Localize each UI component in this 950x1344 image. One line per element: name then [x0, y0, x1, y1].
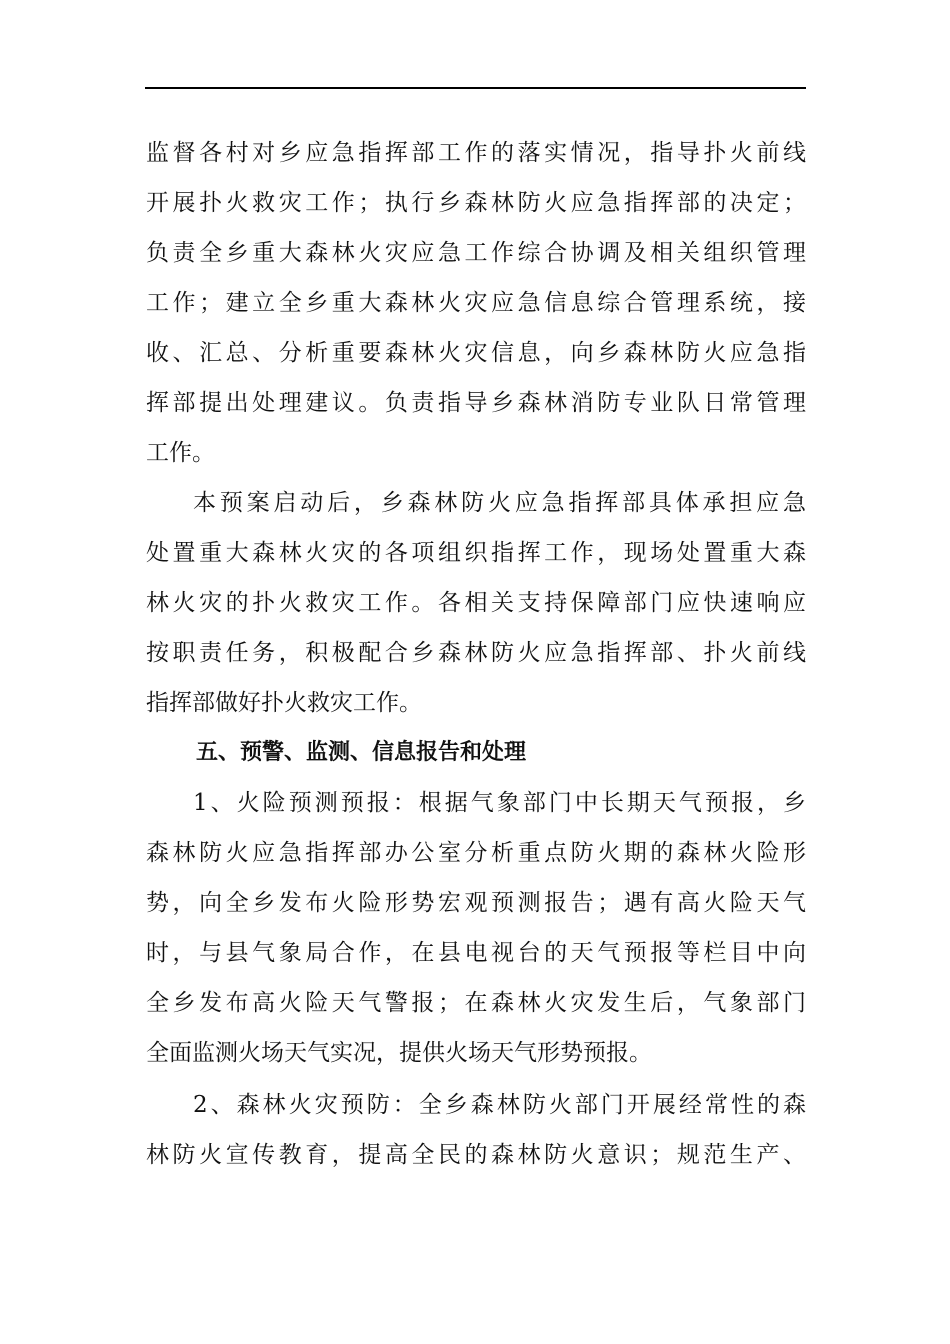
- text-line: 全乡发布高火险天气警报；在森林火灾发生后，气象部门: [146, 990, 806, 1016]
- text-line: 收、汇总、分析重要森林火灾信息，向乡森林防火应急指: [146, 340, 806, 366]
- text-line: 2、森林火灾预防：全乡森林防火部门开展经常性的森: [193, 1092, 806, 1118]
- section-heading: 五、预警、监测、信息报告和处理: [196, 740, 527, 765]
- text-line: 工作。: [146, 440, 215, 466]
- text-line: 时，与县气象局合作，在县电视台的天气预报等栏目中向: [146, 940, 806, 966]
- text-line: 工作；建立全乡重大森林火灾应急信息综合管理系统，接: [146, 290, 806, 316]
- text-line: 本预案启动后，乡森林防火应急指挥部具体承担应急: [193, 490, 806, 516]
- text-line: 林火灾的扑火救灾工作。各相关支持保障部门应快速响应: [146, 590, 806, 616]
- paragraph-fire-risk-forecast: [146, 778, 806, 1078]
- text-line: 处置重大森林火灾的各项组织指挥工作，现场处置重大森: [146, 540, 806, 566]
- paragraph-responsibilities: [146, 128, 806, 478]
- paragraph-plan-activation: [146, 478, 806, 728]
- text-line: 1、火险预测预报：根据气象部门中长期天气预报，乡: [193, 790, 806, 816]
- document-body: [146, 128, 806, 1180]
- text-line: 森林防火应急指挥部办公室分析重点防火期的森林火险形: [146, 840, 806, 866]
- text-line: 势，向全乡发布火险形势宏观预测报告；遇有高火险天气: [146, 890, 806, 916]
- text-line: 开展扑火救灾工作；执行乡森林防火应急指挥部的决定；: [146, 190, 806, 216]
- header-rule: [145, 87, 806, 89]
- text-line: 挥部提出处理建议。负责指导乡森林消防专业队日常管理: [146, 390, 806, 416]
- text-line: 按职责任务，积极配合乡森林防火应急指挥部、扑火前线: [146, 640, 806, 666]
- text-line: 指挥部做好扑火救灾工作。: [146, 690, 422, 716]
- text-line: 林防火宣传教育，提高全民的森林防火意识；规范生产、: [146, 1142, 806, 1168]
- text-line: 负责全乡重大森林火灾应急工作综合协调及相关组织管理: [146, 240, 806, 266]
- text-line: 监督各村对乡应急指挥部工作的落实情况，指导扑火前线: [146, 140, 806, 166]
- paragraph-fire-prevention: [146, 1080, 806, 1180]
- text-line: 全面监测火场天气实况，提供火场天气形势预报。: [146, 1040, 652, 1066]
